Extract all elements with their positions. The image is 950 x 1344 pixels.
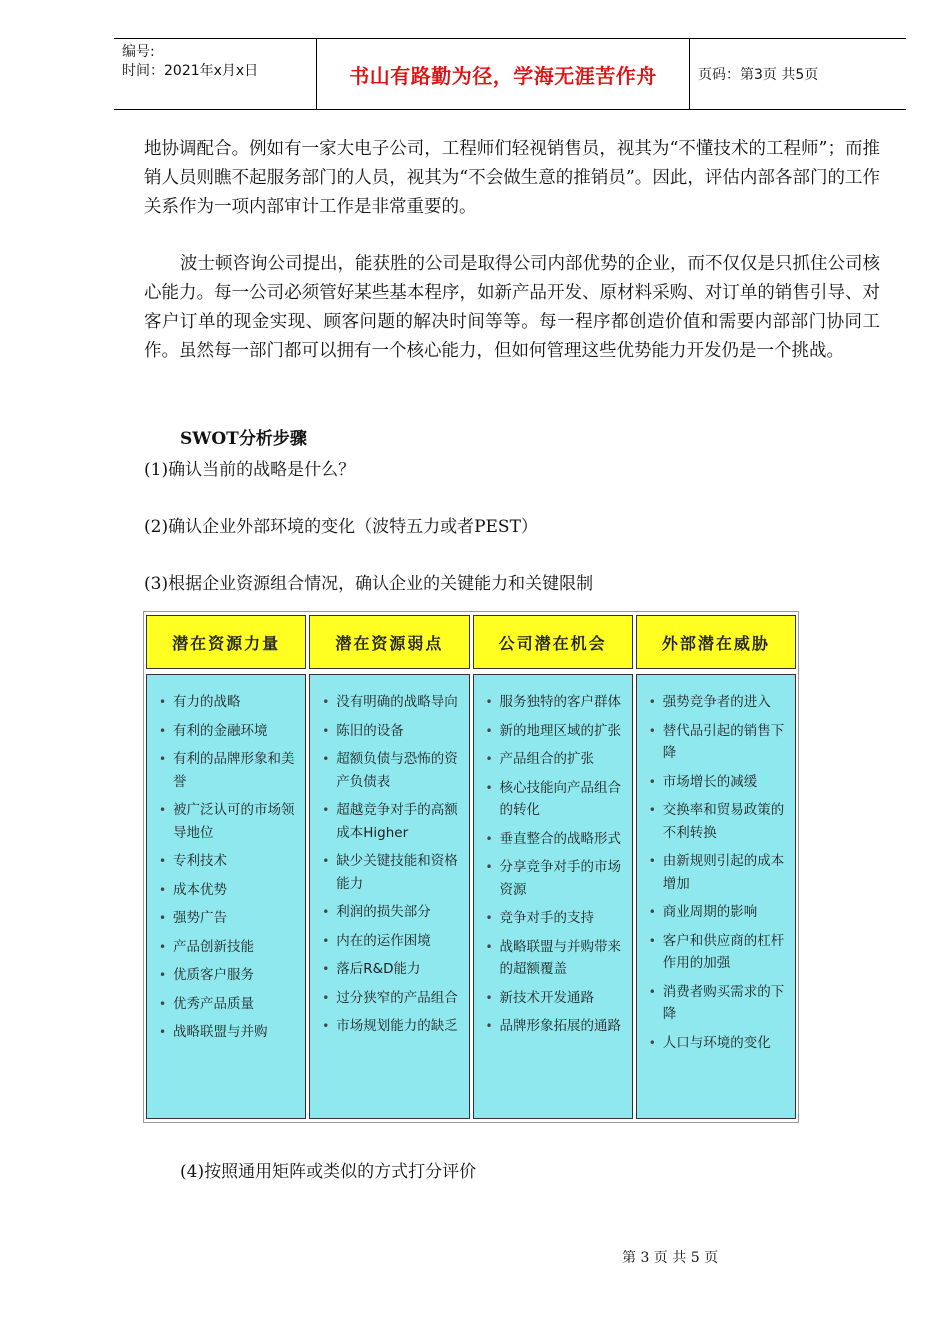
swot-item: • 利润的损失部分 (322, 901, 460, 924)
step-2: (2)确认企业外部环境的变化（波特五力或者PEST） (144, 517, 538, 537)
swot-item: • 服务独特的客户群体 (486, 691, 624, 714)
swot-item: • 替代品引起的销售下降 (649, 720, 787, 765)
swot-item: • 被广泛认可的市场领导地位 (159, 799, 297, 844)
paragraph-1: 地协调配合。例如有一家大电子公司，工程师们轻视销售员，视其为“不懂技术的工程师”；而推销人员则瞧不起服务部门的人员，视其为“不会做生意的推销员”。因此，评估内部各部门的工作关系作为一项内部审计工作是非常重要的。 (144, 139, 880, 217)
header-meta (114, 39, 316, 109)
swot-item: • 专利技术 (159, 850, 297, 873)
header-motto: 书山有路勤为径，学海无涯苦作舟 (316, 39, 690, 109)
swot-table-image (143, 611, 799, 1123)
swot-item: • 有利的品牌形象和美誉 (159, 748, 297, 793)
swot-item: • 市场规划能力的缺乏 (322, 1015, 460, 1038)
swot-item: • 品牌形象拓展的通路 (486, 1015, 624, 1038)
opportunities-column (473, 615, 633, 1119)
swot-item: • 市场增长的减缓 (649, 771, 787, 794)
page-footer: 第 3 页 共 5 页 (622, 1250, 719, 1266)
swot-item: • 产品组合的扩张 (486, 748, 624, 771)
swot-item: • 有力的战略 (159, 691, 297, 714)
header-page-info: 页码：第3页 共5页 (698, 67, 819, 83)
swot-item: • 缺少关键技能和资格能力 (322, 850, 460, 895)
strengths-column (146, 615, 306, 1119)
swot-item: • 过分狭窄的产品组合 (322, 987, 460, 1010)
swot-item: • 超越竞争对手的高额成本Higher (322, 799, 460, 844)
paragraph-2: 波士顿咨询公司提出，能获胜的公司是取得公司内部优势的企业，而不仅仅是只抓住公司核心能力。每一公司必须管好某些基本程序，如新产品开发、原材料采购、对订单的销售引导、对客户订单的现金实现、顾客问题的解决时间等等。每一程序都创造价值和需要内部部门协同工作。虽然每一部门都可以拥有一个核心能力，但如何管理这些优势能力开发仍是一个挑战。 (144, 254, 880, 361)
swot-item: • 分享竞争对手的市场资源 (486, 856, 624, 901)
strengths-header: 潜在资源力量 (146, 615, 306, 669)
swot-item: • 垂直整合的战略形式 (486, 828, 624, 851)
document-header (114, 38, 906, 110)
swot-item: • 优质客户服务 (159, 964, 297, 987)
time-label: 时间：2021年x月x日 (122, 63, 259, 79)
swot-item: • 由新规则引起的成本增加 (649, 850, 787, 895)
swot-item: • 没有明确的战略导向 (322, 691, 460, 714)
threats-column (636, 615, 796, 1119)
swot-item: • 强势竞争者的进入 (649, 691, 787, 714)
threats-list (649, 691, 787, 1054)
swot-item: • 核心技能向产品组合的转化 (486, 777, 624, 822)
step-1: (1)确认当前的战略是什么？ (144, 460, 356, 480)
opportunities-list (486, 691, 624, 1038)
swot-item: • 有利的金融环境 (159, 720, 297, 743)
swot-item: • 产品创新技能 (159, 936, 297, 959)
step-4: (4)按照通用矩阵或类似的方式打分评价 (180, 1162, 477, 1182)
threats-header: 外部潜在威胁 (636, 615, 796, 669)
swot-item: • 新的地理区域的扩张 (486, 720, 624, 743)
strengths-list (159, 691, 297, 1044)
swot-item: • 战略联盟与并购带来的超额覆盖 (486, 936, 624, 981)
swot-item: • 陈旧的设备 (322, 720, 460, 743)
serial-label: 编号: (122, 44, 155, 60)
swot-item: • 客户和供应商的杠杆作用的加强 (649, 930, 787, 975)
swot-item: • 内在的运作困境 (322, 930, 460, 953)
swot-item: • 消费者购买需求的下降 (649, 981, 787, 1026)
swot-item: • 成本优势 (159, 879, 297, 902)
swot-item: • 落后R&D能力 (322, 958, 460, 981)
swot-steps-heading: SWOT分析步骤 (180, 429, 307, 449)
swot-item: • 商业周期的影响 (649, 901, 787, 924)
swot-item: • 竞争对手的支持 (486, 907, 624, 930)
step-3: (3)根据企业资源组合情况，确认企业的关键能力和关键限制 (144, 574, 594, 594)
weaknesses-list (322, 691, 460, 1038)
weaknesses-header: 潜在资源弱点 (309, 615, 469, 669)
swot-item: • 强势广告 (159, 907, 297, 930)
swot-item: • 超额负债与恐怖的资产负债表 (322, 748, 460, 793)
swot-item: • 人口与环境的变化 (649, 1032, 787, 1055)
swot-item: • 优秀产品质量 (159, 993, 297, 1016)
swot-item: • 交换率和贸易政策的不利转换 (649, 799, 787, 844)
swot-item: • 新技术开发通路 (486, 987, 624, 1010)
swot-item: • 战略联盟与并购 (159, 1021, 297, 1044)
weaknesses-column (309, 615, 469, 1119)
opportunities-header: 公司潜在机会 (473, 615, 633, 669)
